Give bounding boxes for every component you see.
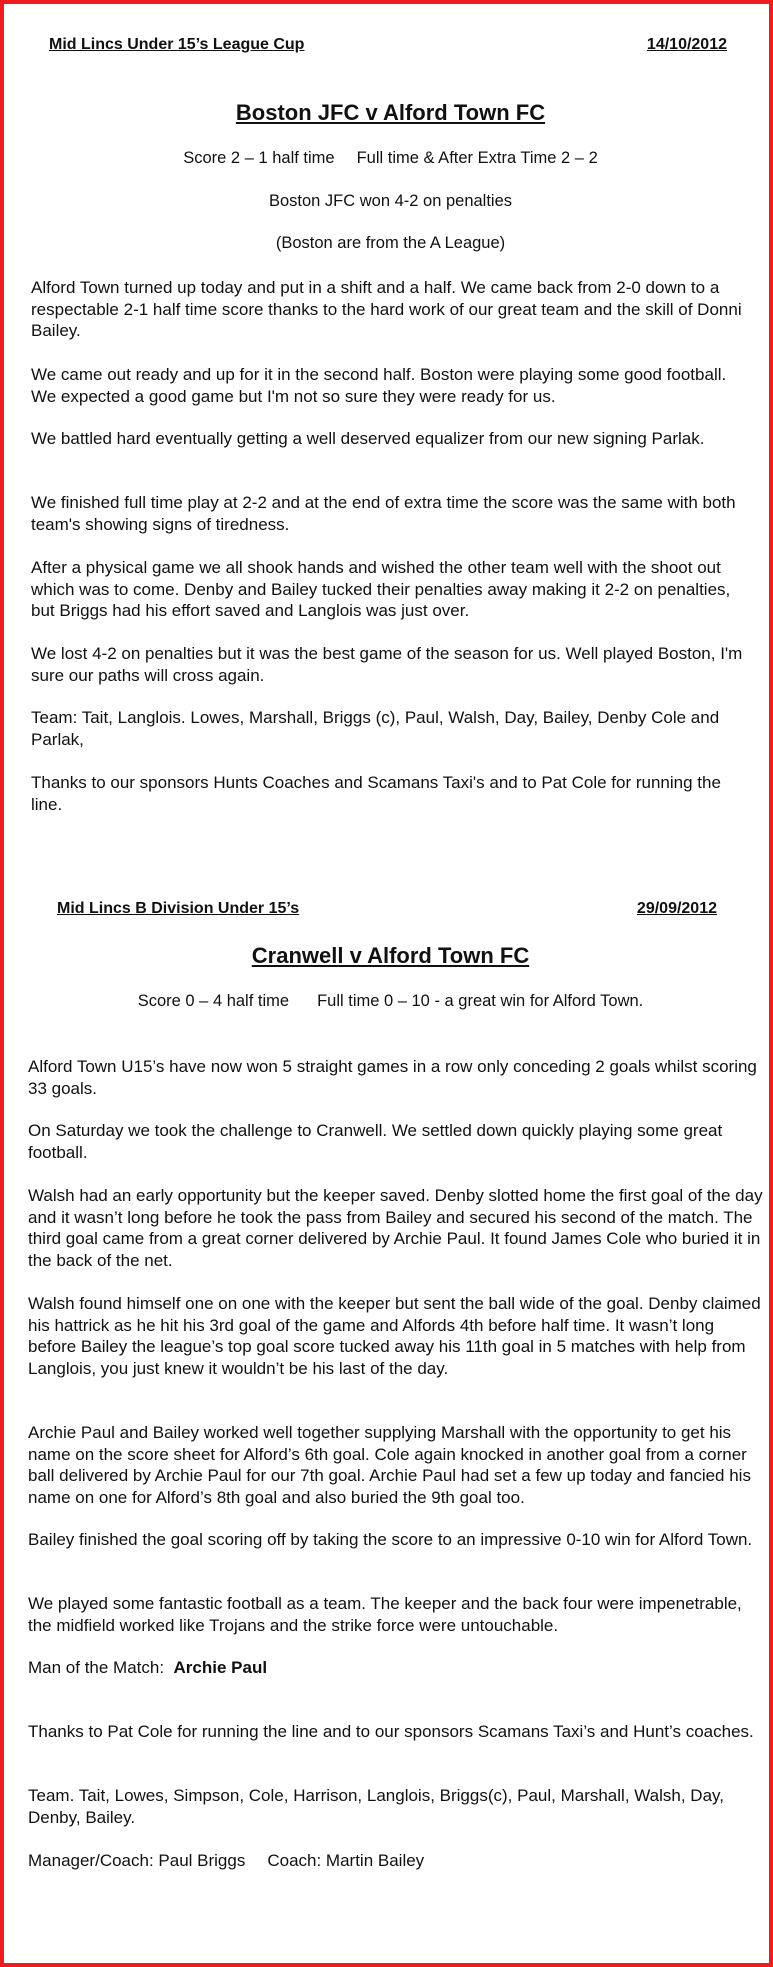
match2-paragraph: Alford Town U15’s have now won 5 straight games in a row only conceding 2 goals whilst scoring 33 goals. xyxy=(28,1057,757,1098)
match2-paragraph: We played some fantastic football as a team. The keeper and the back four were impenetrable, the midfield worked like Trojans and the strike force were untouchable. xyxy=(28,1594,742,1635)
match2-score-fulltime: Full time 0 – 10 - a great win for Alford Town. xyxy=(317,992,644,1010)
match2-title: Cranwell v Alford Town FC xyxy=(251,943,530,968)
match2-score-line xyxy=(4,992,773,1011)
match2-paragraph: Archie Paul and Bailey worked well together supplying Marshall with the opportunity to get his name on the score sheet for Alford’s 6th goal. Cole again knocked in another goal from a corner ball delivered by Archie Paul for our 7th goal. Archie Paul had set a few up today and fancied his name on one for Alford’s 8th goal and also buried the 9th goal too. xyxy=(28,1423,751,1507)
match2-thanks: Thanks to Pat Cole for running the line and to our sponsors Scamans Taxi’s and Hunt’s coaches. xyxy=(28,1722,754,1741)
man-of-the-match-label: Man of the Match: xyxy=(28,1658,165,1677)
match1-paragraph: We battled hard eventually getting a well deserved equalizer from our new signing Parlak. xyxy=(31,429,705,448)
man-of-the-match xyxy=(28,1657,763,1679)
match2-team: Team. Tait, Lowes, Simpson, Cole, Harrison, Langlois, Briggs(c), Paul, Marshall, Walsh, Day, Denby, Bailey. xyxy=(28,1786,725,1827)
match2-score-halftime: Score 0 – 4 half time xyxy=(137,992,290,1010)
match1-title: Boston JFC v Alford Town FC xyxy=(235,100,546,125)
match1-team: Team: Tait, Langlois. Lowes, Marshall, Briggs (c), Paul, Walsh, Day, Bailey, Denby Cole and Parlak, xyxy=(31,708,720,749)
match2-competition: Mid Lincs B Division Under 15’s xyxy=(57,900,300,917)
match1-date: 14/10/2012 xyxy=(646,36,727,53)
match1-paragraph: We came out ready and up for it in the second half. Boston were playing some good football. We expected a good game but I'm not so sure they were ready for us. xyxy=(31,365,727,406)
man-of-the-match-name: Archie Paul xyxy=(173,1658,268,1677)
match1-paragraph: After a physical game we all shook hands and wished the other team well with the shoot out which was to come. Denby and Bailey tucked their penalties away making it 2-2 on penalties, but Briggs had his effort saved and Langlois was just over. xyxy=(31,558,731,620)
match1-paragraph: We finished full time play at 2-2 and at the end of extra time the score was the same with both team's showing signs of tiredness. xyxy=(31,493,736,534)
match1-penalties: Boston JFC won 4-2 on penalties xyxy=(268,192,513,210)
match1-score-line xyxy=(4,149,773,168)
match1-thanks: Thanks to our sponsors Hunts Coaches and Scamans Taxi's and to Pat Cole for running the line. xyxy=(31,773,721,814)
match2-manager: Manager/Coach: Paul Briggs xyxy=(28,1851,246,1870)
match1-paragraph: We lost 4-2 on penalties but it was the best game of the season for us. Well played Boston, I'm sure our paths will cross again. xyxy=(31,644,743,685)
match2-staff xyxy=(28,1850,763,1872)
match2-paragraph: Walsh had an early opportunity but the keeper saved. Denby slotted home the first goal of the day and it wasn’t long before he took the pass from Bailey and secured his second of the match. The third goal came from a great corner delivered by Archie Paul. It found James Cole who buried it in the back of the net. xyxy=(28,1186,763,1270)
match2-paragraph: Bailey finished the goal scoring off by taking the score to an impressive 0-10 win for Alford Town. xyxy=(28,1530,753,1549)
match1-paragraph: Alford Town turned up today and put in a shift and a half. We came back from 2-0 down to a respectable 2-1 half time score thanks to the hard work of our great team and the skill of Donni Bailey. xyxy=(31,278,742,340)
match1-score-halftime: Score 2 – 1 half time xyxy=(183,149,335,167)
match1-note: (Boston are from the A League) xyxy=(275,234,506,252)
match2-paragraph: Walsh found himself one on one with the keeper but sent the ball wide of the goal. Denby claimed his hattrick as he hit his 3rd goal of the game and Alfords 4th before half time. It wasn’t long before Bailey the league’s top goal score tucked away his 11th goal in 5 matches with help from Langlois, you just knew it wouldn’t be his last of the day. xyxy=(28,1294,761,1378)
match1-score-fulltime: Full time & After Extra Time 2 – 2 xyxy=(356,149,598,167)
match2-coach: Coach: Martin Bailey xyxy=(267,1851,425,1870)
match2-paragraph: On Saturday we took the challenge to Cranwell. We settled down quickly playing some great football. xyxy=(28,1121,723,1162)
match1-competition: Mid Lincs Under 15’s League Cup xyxy=(49,36,305,53)
match2-date: 29/09/2012 xyxy=(636,900,717,917)
